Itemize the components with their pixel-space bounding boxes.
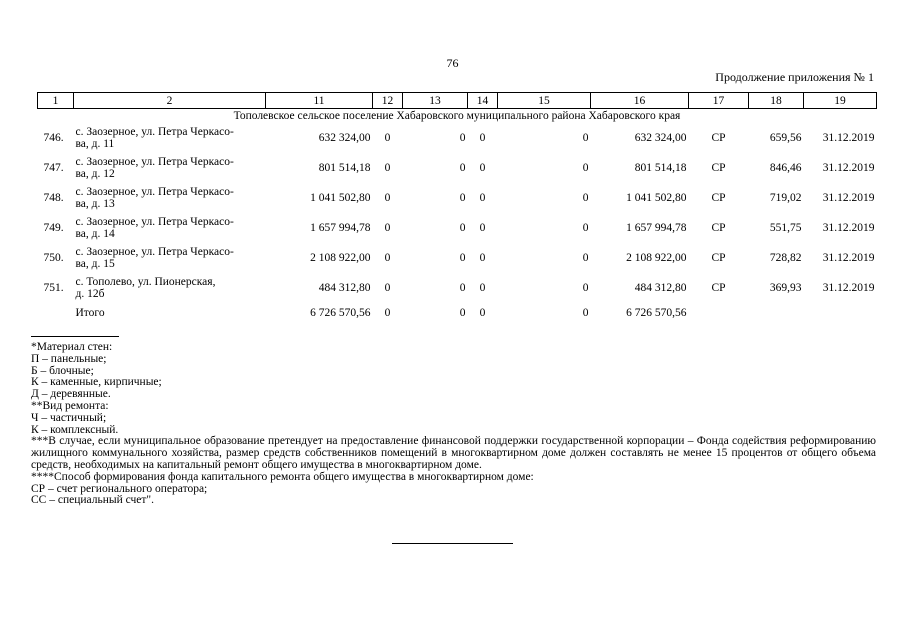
value-cell: 0 <box>459 282 466 294</box>
fund-method-cell: СР <box>711 132 726 144</box>
table-row <box>38 153 877 183</box>
date-cell: 31.12.2019 <box>822 132 875 144</box>
address-cell <box>74 183 266 213</box>
footnote-line: ***В случае, если муниципальное образование претендует на предоставление финансовой поддержки государственной корпорации – Фонда содействия реформированию жилищного коммунального хозяйства, размер средств собственников помещений в многоквартирном доме должен составлять не менее 15 процентов от общего объема средств, необходимых на капитальный ремонт общего имущества в многоквартирном доме. <box>31 435 876 471</box>
column-header: 1 <box>38 93 74 109</box>
fund-method-cell: СР <box>711 222 726 234</box>
cost-cell: 369,93 <box>769 282 802 294</box>
section-title-row <box>38 109 877 124</box>
date-cell: 31.12.2019 <box>822 282 875 294</box>
column-header: 17 <box>689 93 749 109</box>
column-header: 11 <box>266 93 373 109</box>
value-cell: 0 <box>582 162 589 174</box>
address-cell <box>74 243 266 273</box>
footnote-line: СР – счет регионального оператора; <box>31 482 208 495</box>
value-cell: 0 <box>479 222 486 234</box>
row-number: 751. <box>43 282 64 294</box>
total-row <box>38 303 877 323</box>
empty-cell <box>689 303 749 323</box>
value-cell: 0 <box>384 282 391 294</box>
sum-cell: 1 657 994,78 <box>310 222 371 234</box>
date-cell: 31.12.2019 <box>822 252 875 264</box>
continuation-label: Продолжение приложения № 1 <box>715 70 874 84</box>
section-title: Тополевское сельское поселение Хабаровского муниципального района Хабаровского края <box>233 110 681 122</box>
fund-method-cell: СР <box>711 282 726 294</box>
footnote-rule <box>31 336 119 337</box>
table-row <box>38 123 877 153</box>
value-cell: 0 <box>384 252 391 264</box>
table-row <box>38 273 877 303</box>
row-number: 748. <box>43 192 64 204</box>
address-line: д. 12б <box>75 288 105 300</box>
footnote-line: **Вид ремонта: <box>31 399 109 412</box>
footnote-line: Ч – частичный; <box>31 411 107 424</box>
address-line: с. Заозерное, ул. Петра Черкасо- <box>75 186 234 198</box>
column-header: 12 <box>373 93 403 109</box>
empty-cell <box>38 303 74 323</box>
footnote-line: Д – деревянные. <box>31 388 111 401</box>
total-cell: 0 <box>459 307 466 319</box>
address-line: ва, д. 11 <box>75 138 115 150</box>
value-cell: 0 <box>582 192 589 204</box>
column-header: 15 <box>498 93 591 109</box>
row-number: 750. <box>43 252 64 264</box>
total-cell: 6 726 570,56 <box>626 307 687 319</box>
footnote-line: Б – блочные; <box>31 364 94 377</box>
footnote-line: К – комплексный. <box>31 423 119 436</box>
footnote-line: СС – специальный счет". <box>31 494 154 507</box>
date-cell: 31.12.2019 <box>822 222 875 234</box>
value-cell: 0 <box>582 282 589 294</box>
end-rule <box>392 543 513 544</box>
value-cell: 0 <box>459 222 466 234</box>
row-number: 746. <box>43 132 64 144</box>
sum-cell: 484 312,80 <box>318 282 371 294</box>
address-cell <box>74 123 266 153</box>
cost-cell: 846,46 <box>769 162 802 174</box>
value-cell: 0 <box>459 252 466 264</box>
value-cell: 0 <box>459 132 466 144</box>
value-cell: 0 <box>384 222 391 234</box>
sum-cell: 1 657 994,78 <box>626 222 687 234</box>
footnote-line: К – каменные, кирпичные; <box>31 376 162 389</box>
table-row <box>38 183 877 213</box>
cost-cell: 659,56 <box>769 132 802 144</box>
address-line: с. Заозерное, ул. Петра Черкасо- <box>75 246 234 258</box>
value-cell: 0 <box>479 252 486 264</box>
value-cell: 0 <box>479 282 486 294</box>
total-cell: 0 <box>479 307 486 319</box>
sum-cell: 801 514,18 <box>634 162 687 174</box>
address-line: ва, д. 13 <box>75 198 115 210</box>
column-header: 2 <box>74 93 266 109</box>
table-row <box>38 243 877 273</box>
sum-cell: 801 514,18 <box>318 162 371 174</box>
sum-cell: 2 108 922,00 <box>310 252 371 264</box>
sum-cell: 632 324,00 <box>318 132 371 144</box>
address-cell <box>74 273 266 303</box>
value-cell: 0 <box>479 192 486 204</box>
footnote-line: П – панельные; <box>31 352 107 365</box>
address-line: ва, д. 14 <box>75 228 115 240</box>
value-cell: 0 <box>384 162 391 174</box>
value-cell: 0 <box>582 252 589 264</box>
value-cell: 0 <box>384 192 391 204</box>
value-cell: 0 <box>384 132 391 144</box>
header-row <box>38 93 877 109</box>
total-cell: 6 726 570,56 <box>310 307 371 319</box>
sum-cell: 2 108 922,00 <box>626 252 687 264</box>
sum-cell: 632 324,00 <box>634 132 687 144</box>
cost-cell: 719,02 <box>769 192 802 204</box>
address-line: с. Заозерное, ул. Петра Черкасо- <box>75 216 234 228</box>
address-line: ва, д. 15 <box>75 258 115 270</box>
value-cell: 0 <box>459 162 466 174</box>
sum-cell: 1 041 502,80 <box>626 192 687 204</box>
footnotes <box>31 336 876 507</box>
column-header: 18 <box>749 93 804 109</box>
address-line: с. Заозерное, ул. Петра Черкасо- <box>75 156 234 168</box>
value-cell: 0 <box>459 192 466 204</box>
fund-method-cell: СР <box>711 192 726 204</box>
repair-table <box>37 92 877 323</box>
footnote-line: ****Способ формирования фонда капитального ремонта общего имущества в многоквартирном доме: <box>31 470 534 483</box>
sum-cell: 1 041 502,80 <box>310 192 371 204</box>
address-cell <box>74 153 266 183</box>
address-cell <box>74 213 266 243</box>
row-number: 749. <box>43 222 64 234</box>
column-header: 14 <box>468 93 498 109</box>
address-line: с. Тополево, ул. Пионерская, <box>75 276 216 288</box>
total-cell: 0 <box>582 307 589 319</box>
empty-cell <box>749 303 804 323</box>
page-number: 76 <box>446 56 459 70</box>
table-row <box>38 213 877 243</box>
footnote-line: *Материал стен: <box>31 341 113 353</box>
total-label: Итого <box>75 307 105 319</box>
row-number: 747. <box>43 162 64 174</box>
empty-cell <box>804 303 877 323</box>
fund-method-cell: СР <box>711 252 726 264</box>
value-cell: 0 <box>582 222 589 234</box>
cost-cell: 551,75 <box>769 222 802 234</box>
column-header: 19 <box>804 93 877 109</box>
sum-cell: 484 312,80 <box>634 282 687 294</box>
value-cell: 0 <box>479 132 486 144</box>
column-header: 13 <box>403 93 468 109</box>
value-cell: 0 <box>479 162 486 174</box>
date-cell: 31.12.2019 <box>822 192 875 204</box>
address-line: ва, д. 12 <box>75 168 115 180</box>
address-line: с. Заозерное, ул. Петра Черкасо- <box>75 126 234 138</box>
date-cell: 31.12.2019 <box>822 162 875 174</box>
fund-method-cell: СР <box>711 162 726 174</box>
column-header: 16 <box>591 93 689 109</box>
value-cell: 0 <box>582 132 589 144</box>
cost-cell: 728,82 <box>769 252 802 264</box>
total-cell: 0 <box>384 307 391 319</box>
